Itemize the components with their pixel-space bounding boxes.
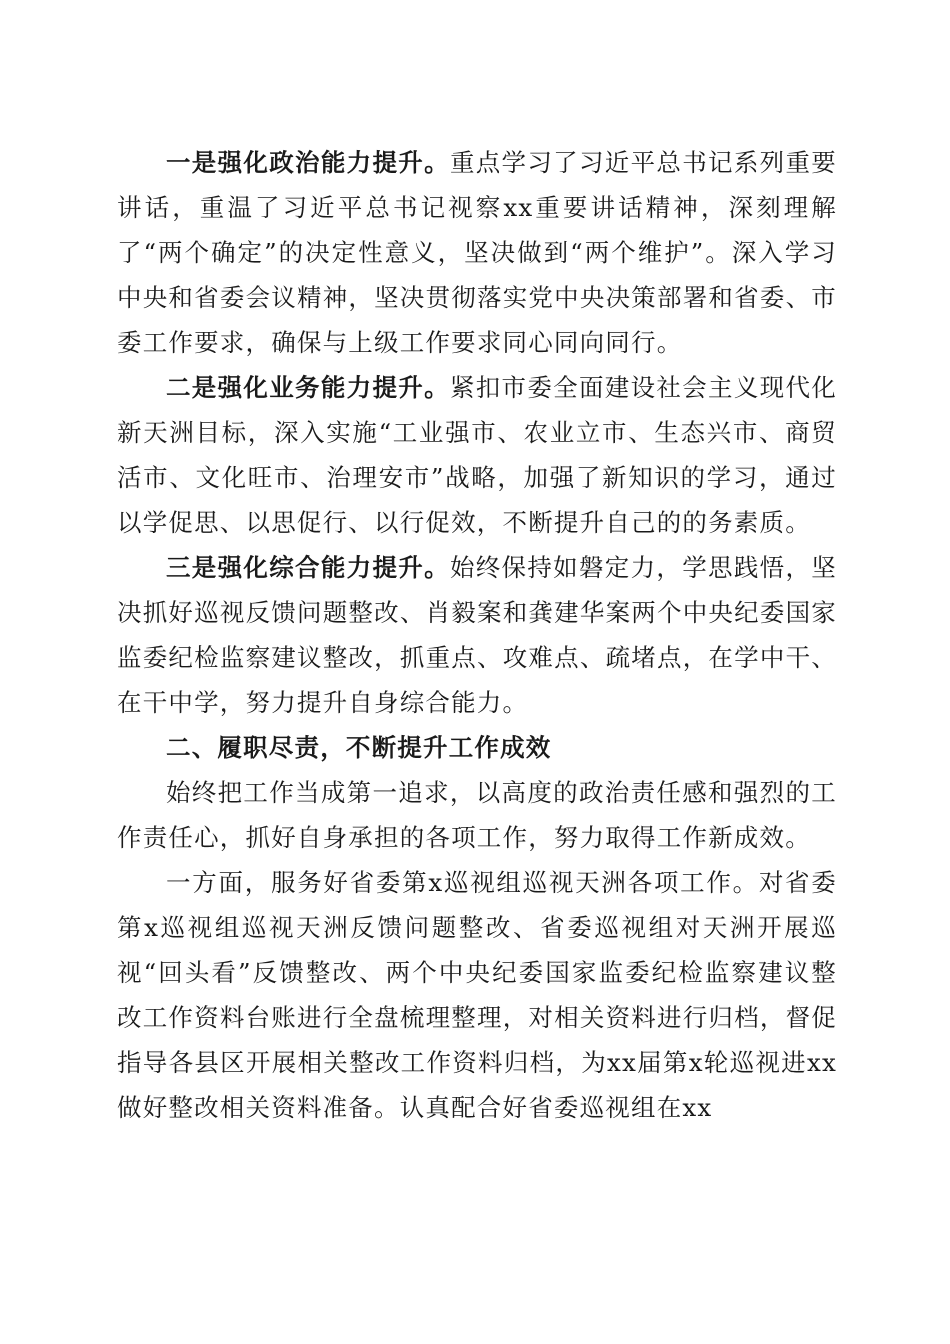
- section-heading: 二、履职尽责，不断提升工作成效: [166, 733, 552, 762]
- paragraph-work-pursuit: 始终把工作当成第一追求，以高度的政治责任感和强烈的工作责任心，抓好自身承担的各项工作，努力取得工作新成效。: [117, 778, 837, 852]
- paragraph-lead: 三是强化综合能力提升。: [166, 553, 450, 582]
- paragraph-text: 始终保持如磐定力，学思践悟，坚决抓好巡视反馈问题整改、肖毅案和龚建华案两个中央纪委国家监委纪检监察建议整改，抓重点、攻难点、疏堵点，在学中干、在干中学，努力提升自身综合能力。: [117, 553, 838, 717]
- paragraph-text: 重点学习了习近平总书记系列重要讲话，重温了习近平总书记视察xx重要讲话精神，深刻理解了“两个确定”的决定性意义，坚决做到“两个维护”。深入学习中央和省委会议精神，坚决贯彻落实党中央决策部署和省委、市委工作要求，确保与上级工作要求同心同向同行。: [117, 148, 838, 357]
- paragraph-text: 紧扣市委全面建设社会主义现代化新天洲目标，深入实施“工业强市、农业立市、生态兴市、商贸活市、文化旺市、治理安市”战略，加强了新知识的学习，通过以学促思、以思促行、以行促效，不断提升自己的的务素质。: [117, 373, 838, 537]
- paragraph-business-ability: [117, 365, 837, 545]
- paragraph-lead: 一是强化政治能力提升。: [166, 148, 450, 177]
- document-body: [117, 140, 837, 1130]
- paragraph-inspection-service: 一方面，服务好省委第x巡视组巡视天洲各项工作。对省委第x巡视组巡视天洲反馈问题整改、省委巡视组对天洲开展巡视“回头看”反馈整改、两个中央纪委国家监委纪检监察建议整改工作资料台账进行全盘梳理整理，对相关资料进行归档，督促指导各县区开展相关整改工作资料归档，为xx届第x轮巡视进xx做好整改相关资料准备。认真配合好省委巡视组在xx: [117, 868, 837, 1122]
- paragraph-comprehensive-ability: [117, 545, 837, 725]
- paragraph-political-ability: [117, 140, 837, 365]
- paragraph-lead: 二是强化业务能力提升。: [166, 373, 450, 402]
